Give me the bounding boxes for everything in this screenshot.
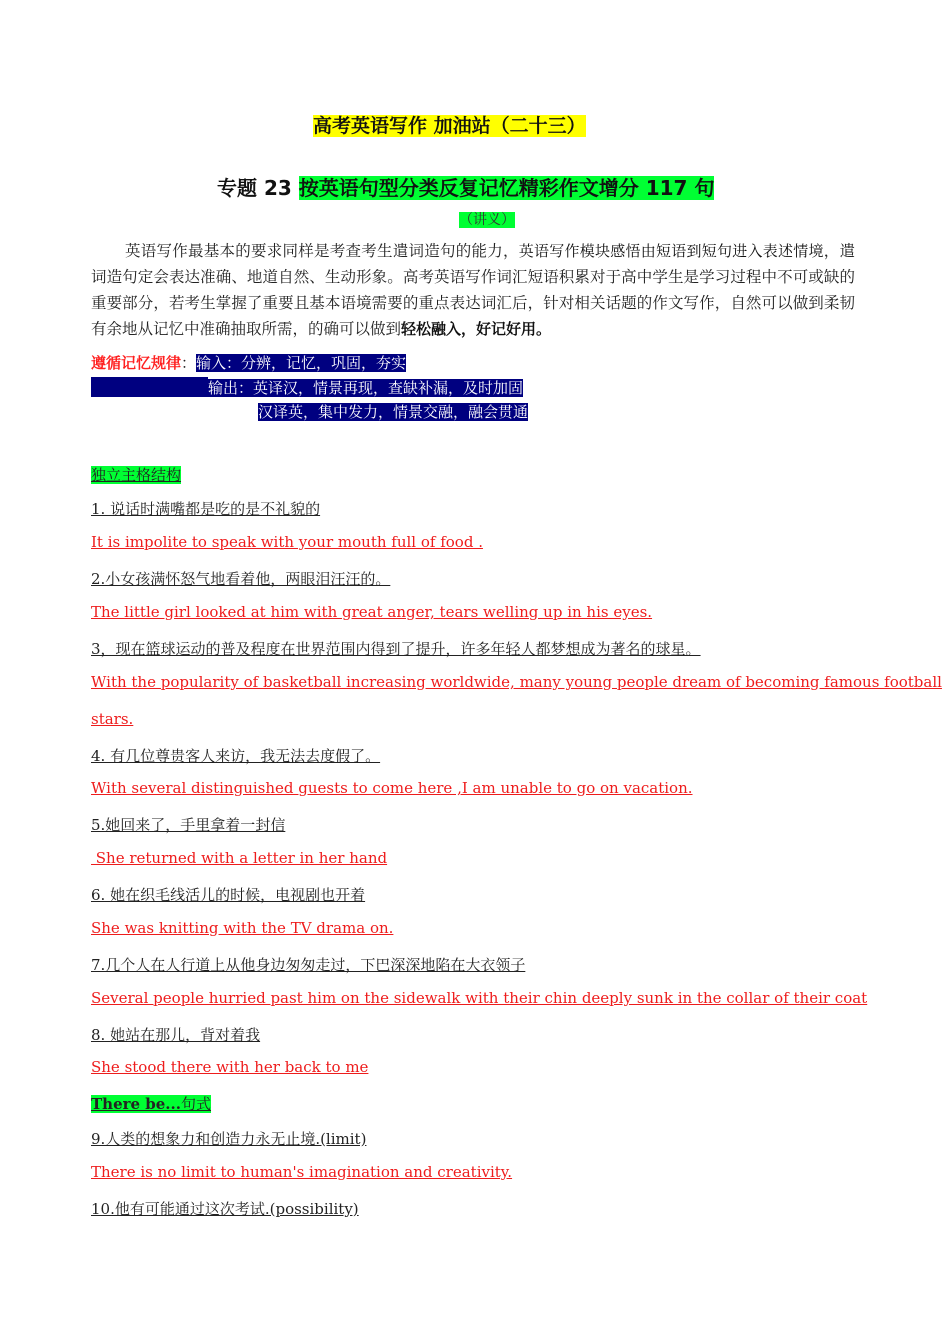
item-10-zh: 10.他有可能通过这次考试.(possibility) xyxy=(91,1200,359,1218)
item-1-zh: 1. 说话时满嘴都是吃的是不礼貌的 xyxy=(91,500,321,518)
item-1-en: It is impolite to speak with your mouth full of food . xyxy=(91,533,483,551)
memory-rule-line1 xyxy=(91,352,406,373)
section-heading-there-be xyxy=(91,1093,211,1114)
item-2-zh: 2.小女孩满怀怒气地看着他，两眼泪汪汪的。 xyxy=(91,570,391,588)
memory-input: 输入：分辨，记忆，巩固，夯实 xyxy=(196,354,407,372)
subtitle-text: （讲义） xyxy=(459,212,515,228)
item-9-zh: 9.人类的想象力和创造力永无止境.(limit) xyxy=(91,1130,367,1148)
memory-output: 输出：英译汉，情景再现，查缺补漏，及时加固 xyxy=(208,379,524,397)
intro-part2: 英语写作模块感悟由短语到短句进入表述情境 xyxy=(518,242,824,260)
memory-colon: ： xyxy=(181,354,197,372)
item-4-en: With several distinguished guests to come here ,I am unable to go on vacation. xyxy=(91,779,693,797)
intro-part4: 轻松融入，好记好用。 xyxy=(401,320,552,338)
subtitle xyxy=(459,209,515,229)
memory-cn-en: 汉译英，集中发力，情景交融，融会贯通 xyxy=(258,403,529,421)
item-6-zh: 6. 她在织毛线活儿的时候，电视剧也开着 xyxy=(91,886,366,904)
section-there-be-en: There be... xyxy=(91,1095,181,1113)
topic-main: 按英语句型分类反复记忆精彩作文增分 117 句 xyxy=(298,176,715,200)
item-7-zh: 7.几个人在人行道上从他身边匆匆走过，下巴深深地陷在大衣领子 xyxy=(91,956,526,974)
item-2-en: The little girl looked at him with great anger, tears welling up in his eyes. xyxy=(91,603,653,621)
item-3-en: With the popularity of basketball increasing worldwide, many young people dream of becoming famous football xyxy=(91,673,942,691)
document-title xyxy=(313,111,586,138)
section-heading-absolute xyxy=(91,464,181,485)
section-heading-absolute-text: 独立主格结构 xyxy=(91,466,182,484)
item-3-zh: 3，现在篮球运动的普及程度在世界范围内得到了提升，许多年轻人都梦想成为著名的球星。 xyxy=(91,640,701,658)
item-5-en: She returned with a letter in her hand xyxy=(91,849,388,867)
memory-rule-line3 xyxy=(258,401,528,422)
topic-prefix: 专题 23 xyxy=(217,176,299,200)
item-5-zh: 5.她回来了，手里拿着一封信 xyxy=(91,816,286,834)
item-4-zh: 4. 有几位尊贵客人来访，我无法去度假了。 xyxy=(91,747,381,765)
memory-navy-pad xyxy=(91,377,208,397)
item-9-en: There is no limit to human's imagination and creativity. xyxy=(91,1163,513,1181)
item-3-en-cont: stars. xyxy=(91,710,134,728)
intro-part1: 英语写作最基本的要求同样是考查考生遣词造句的能力， xyxy=(125,242,519,260)
memory-label: 遵循记忆规律 xyxy=(91,354,182,372)
item-6-en: She was knitting with the TV drama on. xyxy=(91,919,394,937)
item-8-en: She stood there with her back to me xyxy=(91,1058,369,1076)
intro-part3: ，遣词造句定会表达准确、地道自然、生动形象。高考英语写作词汇短语积累对于高中学生是学习过程中不可或缺的重要部分，若考生掌握了重要且基本语境需要的重点表达词汇后，针对相关话题的作文写作，自然可以做到柔韧有余地从记忆中准确抽取所需，的确可以做到 xyxy=(91,242,855,338)
item-8-zh: 8. 她站在那儿，背对着我 xyxy=(91,1026,261,1044)
section-there-be-zh: 句式 xyxy=(180,1095,211,1113)
item-7-en: Several people hurried past him on the sidewalk with their chin deeply sunk in the collar of their coat xyxy=(91,989,868,1007)
topic-heading xyxy=(217,172,714,201)
document-title-text: 高考英语写作 加油站（二十三） xyxy=(313,115,586,137)
memory-rule-line2 xyxy=(208,377,523,398)
intro-paragraph xyxy=(91,238,855,342)
